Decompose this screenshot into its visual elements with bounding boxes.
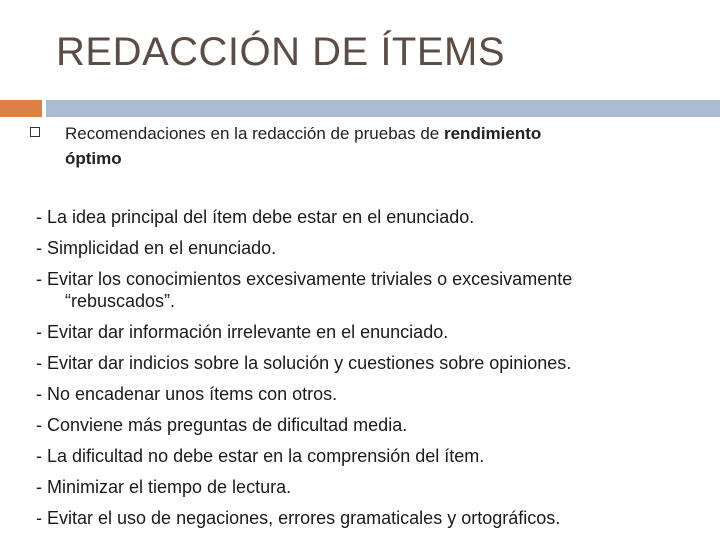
intro-text-bold: rendimiento bbox=[443, 124, 542, 143]
list-item bbox=[36, 507, 676, 529]
list-item bbox=[36, 268, 676, 312]
intro-text-main: Recomendaciones en la redacción de pruebas de bbox=[65, 124, 444, 143]
list-item-text: - La dificultad no debe estar en la comprensión del ítem. bbox=[36, 446, 485, 466]
square-bullet-icon bbox=[30, 127, 40, 137]
slide-title: REDACCIÓN DE ÍTEMS bbox=[56, 30, 506, 74]
list-item bbox=[36, 445, 676, 467]
list-item-text: - No encadenar unos ítems con otros. bbox=[36, 384, 338, 404]
accent-bar-blue bbox=[46, 100, 720, 117]
list-item-text: - Evitar dar indicios sobre la solución y cuestiones sobre opiniones. bbox=[36, 353, 572, 373]
list-item bbox=[36, 206, 676, 228]
list-item-text: - Minimizar el tiempo de lectura. bbox=[36, 477, 292, 497]
list-item bbox=[36, 476, 676, 498]
list-item bbox=[36, 414, 676, 436]
intro-text-bold-line2: óptimo bbox=[65, 149, 122, 168]
list-item-text: - La idea principal del ítem debe estar en el enunciado. bbox=[36, 207, 475, 227]
list-item-continuation: “rebuscados”. bbox=[65, 291, 176, 311]
list-item-text: - Evitar el uso de negaciones, errores gramaticales y ortográficos. bbox=[36, 508, 561, 528]
list-item-text: - Conviene más preguntas de dificultad media. bbox=[36, 415, 408, 435]
list-item bbox=[36, 383, 676, 405]
list-item bbox=[36, 321, 676, 343]
recommendation-list bbox=[36, 206, 676, 538]
list-item-text: - Evitar dar información irrelevante en el enunciado. bbox=[36, 322, 449, 342]
list-item-text: - Evitar los conocimientos excesivamente triviales o excesivamente bbox=[36, 269, 573, 289]
intro-text bbox=[65, 121, 665, 171]
list-item bbox=[36, 237, 676, 259]
list-item bbox=[36, 352, 676, 374]
list-item-text: - Simplicidad en el enunciado. bbox=[36, 238, 277, 258]
accent-bar-orange bbox=[0, 100, 42, 117]
